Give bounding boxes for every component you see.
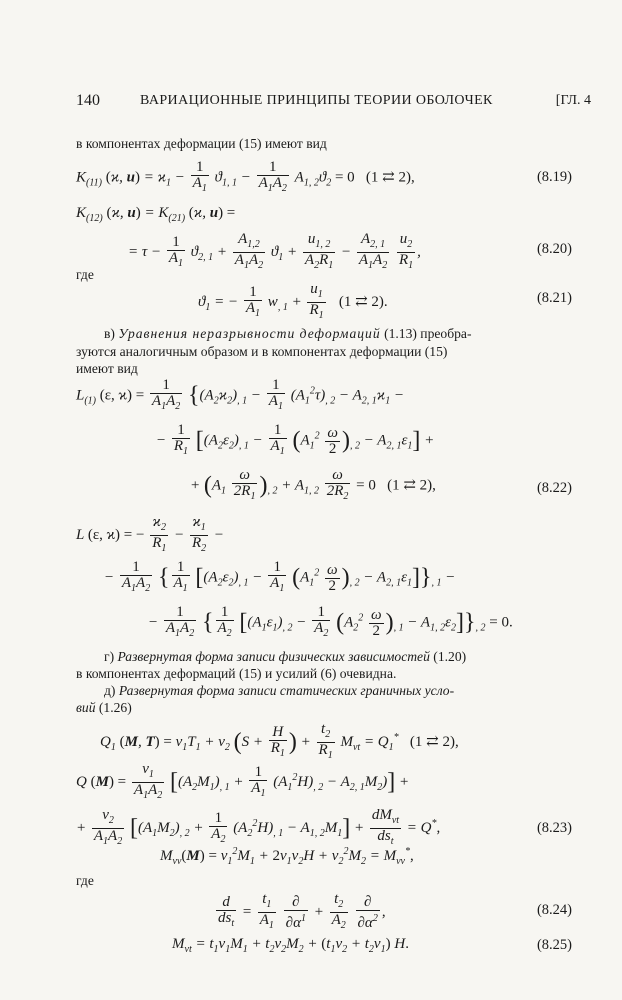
equation-number: (8.25) (536, 937, 572, 953)
equation-8-23-line-2: Q (M) = $\frac{\nu_1}{A_1A_2}$ [$(A_2M_1)_{, 1}$ + $\frac{1}{A_1}$ $(A_1^2H)_{, 2} - A_{2, 1}M_2$)] + (76, 761, 410, 801)
equation-number: (8.19) (536, 169, 572, 185)
equation-8-23-line-1: $Q_1$ (M, $T) = \nu_1T_1 + \nu_2$ (S + $\frac{H}{R_1}$ ) + $\frac{t_2}{R_1}$ $M_{\nu t} = Q_1^*$ (1 ⇄ 2), (100, 721, 459, 761)
item-text: (1.20) (433, 649, 467, 664)
paragraph-physical (104, 648, 466, 665)
equation-8-22-line-1: $L_{(1)}$ (ε, ϰ) = $\frac{1}{A_1A_2}$ {$(A_2ϰ_2)_{, 1}$ − $\frac{1}{A_1}$ $(A_1^2\tau)_{, 2} - A_{2, 1}ϰ_1$ − (76, 377, 405, 412)
item-label: в) (104, 326, 115, 341)
equation-number: (8.22) (536, 480, 572, 496)
item-title: Развернутая форма записи статических граничных усло- (118, 683, 455, 698)
item-title: Уравнения неразрывности деформаций (118, 326, 381, 341)
equation-8-21: $ϑ_1$ = − $\frac{1}{A_1}$ $w_{, 1}$ + $\frac{u_1}{R_1}$ (1 ⇄ 2). (198, 281, 388, 321)
paragraph-compatibility (104, 325, 471, 342)
paragraph-line: в компонентах деформаций (15) и усилий (6) очевидна. (76, 666, 397, 681)
equation-8-20-line-2: = τ − $\frac{1}{A_1}$ $ϑ_{2, 1}$ + $\frac{A_{1,2}}{A_1A_2}$ $ϑ_1$ + $\frac{u_{1, 2}}{A_2R_1}$ − $\frac{A_{2, 1}}{A_1A_2}$ $\frac{u_2}{R_1}$ , (128, 231, 421, 271)
equation-8-25: $M_{\nu t} = t_1\nu_1M_1 + t_2\nu_2M_2 + (t_1\nu_2 + t_2\nu_1)$ H. (172, 936, 409, 955)
equation-8-19: $K_{(11)}$ (ϰ, $u) = ϰ_1$ − $\frac{1}{A_1}$ $ϑ_{1, 1}$ − $\frac{1}{A_1A_2}$ $A_{1, 2}ϑ_2 = 0$ (1 ⇄ 2), (76, 159, 415, 194)
chapter-label: [ГЛ. 4 (555, 93, 591, 108)
item-label: г) (104, 649, 115, 664)
where-label: где (76, 267, 94, 282)
paragraph-static (104, 682, 454, 699)
equation-8-23-line-3: + $\frac{\nu_2}{A_1A_2}$ [$(A_1M_2)_{, 2}$ + $\frac{1}{A_2}$ $(A_2^2H)_{, 1} - A_{1, 2}M_1$] + $\frac{dM_{\nu t}}{ds_t}$ = Q*, (76, 807, 441, 847)
paragraph-line: зуются аналогичным образом и в компонентах деформации (15) (76, 344, 448, 359)
equation-8-22-line-3: + ($A_1$ $\frac{\omega}{2R_1}$ )$_{, 2} + A_{1, 2}$ $\frac{\omega}{2R_2}$ = 0 (1 ⇄ 2), (190, 467, 436, 502)
equation-L-line-1: L (ε, ϰ) = − $\frac{ϰ_2}{R_1}$ − $\frac{ϰ_1}{R_2}$ − (76, 514, 225, 554)
running-header (76, 92, 591, 112)
page-number: 140 (76, 92, 100, 109)
equation-number: (8.20) (536, 241, 572, 257)
equation-8-24: $\frac{d}{ds_t}$ = $\frac{t_1}{A_1}$ $\frac{\partial}{\partial\alpha^1}$ + $\frac{t_2}{A_2}$ $\frac{\partial}{\partial\alpha^2}$ , (218, 891, 386, 931)
equation-L-line-2: − $\frac{1}{A_1A_2}$ { $\frac{1}{A_1}$ [$(A_2\varepsilon_2)_{, 1}$ − $\frac{1}{A_1}$ ($A_1^2$ $\frac{\omega}{2}$ )$_{, 2} - A_{2, 1}\varepsilon_1]\}_{, 1}$ − (104, 559, 456, 594)
item-title-continued: вий (76, 700, 96, 715)
equation-L-line-3: − $\frac{1}{A_1A_2}$ { $\frac{1}{A_2}$ [$(A_1\varepsilon_1)_{, 2}$ − $\frac{1}{A_2}$ ($A_2^2$ $\frac{\omega}{2}$ )$_{, 1} - A_{1, 2}\varepsilon_2]\}_{, 2} = 0$. (148, 604, 513, 639)
item-title: Развернутая форма записи физических зависимостей (117, 649, 430, 664)
item-text: (1.26) (98, 700, 132, 715)
equation-8-20-line-1: $K_{(12)}$ (ϰ, $u) = K_{(21)}$ (ϰ, u) = (76, 205, 236, 224)
equation-8-22-line-2: − $\frac{1}{R_1}$ [$(A_2\varepsilon_2)_{, 1}$ − $\frac{1}{A_1}$ ($A_1^2$ $\frac{\omega}{2}$ )$_{, 2} - A_{2, 1}\varepsilon_1$] + (156, 422, 435, 457)
paragraph-intro: в компонентах деформации (15) имеют вид (76, 136, 327, 151)
equation-number: (8.23) (536, 820, 572, 836)
where-label: где (76, 873, 94, 888)
running-title: ВАРИАЦИОННЫЕ ПРИНЦИПЫ ТЕОРИИ ОБОЛОЧЕК (140, 93, 493, 108)
item-label: д) (104, 683, 116, 698)
equation-number: (8.21) (536, 290, 572, 306)
equation-8-23-line-4: $M_{\nu\nu}(M) = \nu_1^2M_1 + 2\nu_1\nu_2H + \nu_2^2M_2 = M_{\nu\nu}^*$, (160, 846, 414, 867)
item-text: (1.13) преобра- (384, 326, 472, 341)
paragraph-line: имеют вид (76, 361, 138, 376)
paragraph-line (76, 699, 132, 716)
equation-number: (8.24) (536, 902, 572, 918)
